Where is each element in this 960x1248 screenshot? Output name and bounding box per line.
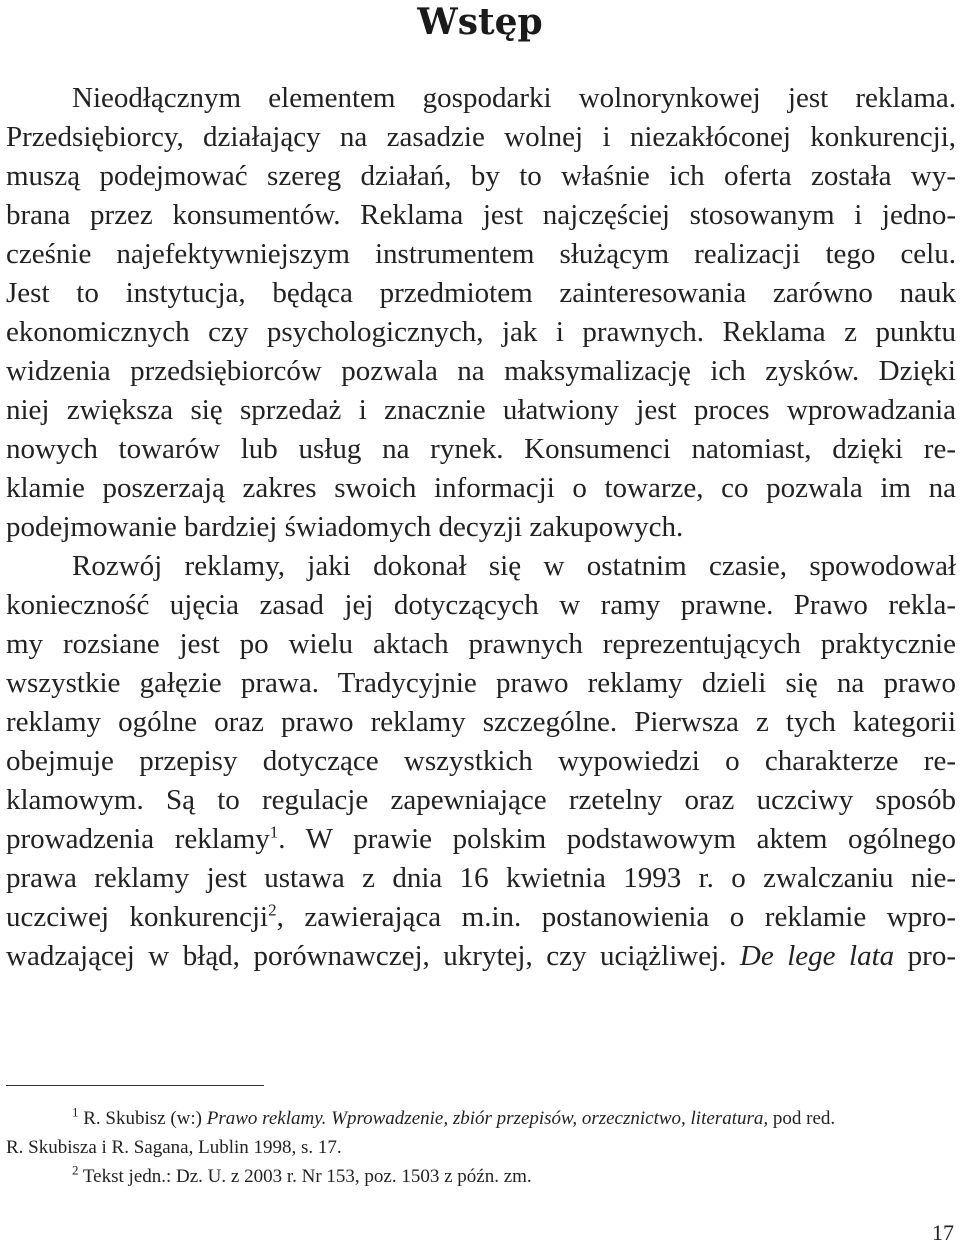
text-segment: prowadzenia reklamy	[6, 823, 270, 855]
page-number: 17	[932, 1220, 954, 1245]
footnote-text: pod red.	[768, 1108, 836, 1129]
text-line: konieczność ujęcia zasad jej dotyczących w ramy prawne. Prawo rekla-	[6, 589, 956, 621]
text-segment: . W prawie polskim podstawowym aktem ogólnego	[278, 823, 956, 855]
text-line: podejmowanie bardziej świadomych decyzji zakupowych.	[6, 511, 684, 543]
text-line: ekonomicznych czy psychologicznych, jak i prawnych. Reklama z punktu	[6, 316, 956, 348]
footnote-marker: 2	[72, 1162, 79, 1178]
footnotes	[6, 1104, 956, 1191]
text-line: klamie poszerzają zakres swoich informacji o towarze, co pozwala im na	[6, 472, 956, 504]
page-title: Wstęp	[417, 1, 543, 43]
footnote-reference: 2	[268, 900, 277, 920]
text-line: prawa reklamy jest ustawa z dnia 16 kwietnia 1993 r. o zwalczaniu nie-	[6, 862, 956, 894]
text-line: brana przez konsumentów. Reklama jest najczęściej stosowanym i jedno-	[6, 199, 956, 231]
main-text	[6, 79, 956, 976]
text-segment: wadzającej w błąd, porównawczej, ukrytej, czy uciążliwej.	[6, 940, 740, 972]
text-line	[6, 898, 956, 937]
text-line: my rozsiane jest po wielu aktach prawnych reprezentujących praktycznie	[6, 628, 956, 660]
text-line: klamowym. Są to regulacje zapewniające rzetelny oraz uczciwy sposób	[6, 784, 956, 816]
footnote-text: R. Skubisz (w:)	[78, 1108, 207, 1129]
footnote-text: Tekst jedn.: Dz. U. z 2003 r. Nr 153, poz. 1503 z późn. zm.	[78, 1166, 532, 1187]
footnote-1-continuation: R. Skubisza i R. Sagana, Lublin 1998, s. 17.	[6, 1137, 342, 1158]
text-line: nowych towarów lub usług na rynek. Konsumenci natomiast, dzięki re-	[6, 433, 956, 465]
text-line: widzenia przedsiębiorców pozwala na maksymalizację ich zysków. Dzięki	[6, 355, 956, 387]
text-segment: pro-	[894, 940, 956, 972]
text-line: cześnie najefektywniejszym instrumentem służącym realizacji tego celu.	[6, 238, 956, 270]
footnote-reference: 1	[269, 822, 279, 842]
text-line: muszą podejmować szereg działań, by to właśnie ich oferta została wy-	[6, 160, 956, 192]
text-line: wszystkie gałęzie prawa. Tradycyjnie prawo reklamy dzieli się na prawo	[6, 667, 956, 699]
text-line	[6, 820, 956, 859]
text-line: Rozwój reklamy, jaki dokonał się w ostatnim czasie, spowodował	[72, 550, 956, 582]
footnote-1	[6, 1104, 956, 1133]
italic-phrase: De lege lata	[739, 940, 895, 972]
text-line: niej zwiększa się sprzedaż i znacznie ułatwiony jest proces wprowadzania	[6, 394, 956, 426]
text-line	[6, 937, 956, 976]
footnote-marker: 1	[72, 1104, 79, 1120]
text-line: Jest to instytucja, będąca przedmiotem zainteresowania zarówno nauk	[6, 277, 956, 309]
text-line: obejmuje przepisy dotyczące wszystkich wypowiedzi o charakterze re-	[6, 745, 956, 777]
footnote-divider	[6, 1085, 264, 1086]
text-line: reklamy ogólne oraz prawo reklamy szczególne. Pierwsza z tych kategorii	[6, 706, 956, 738]
text-line: Przedsiębiorcy, działający na zasadzie wolnej i niezakłóconej konkurencji,	[6, 121, 956, 153]
footnote-italic-title: Prawo reklamy. Wprowadzenie, zbiór przepisów, orzecznictwo, literatura,	[206, 1108, 769, 1129]
text-segment: uczciwej konkurencji	[6, 901, 269, 933]
text-line: Nieodłącznym elementem gospodarki wolnorynkowej jest reklama.	[72, 82, 956, 114]
text-segment: , zawierająca m.in. postanowienia o reklamie wpro-	[276, 901, 956, 933]
footnote-2	[6, 1162, 956, 1191]
